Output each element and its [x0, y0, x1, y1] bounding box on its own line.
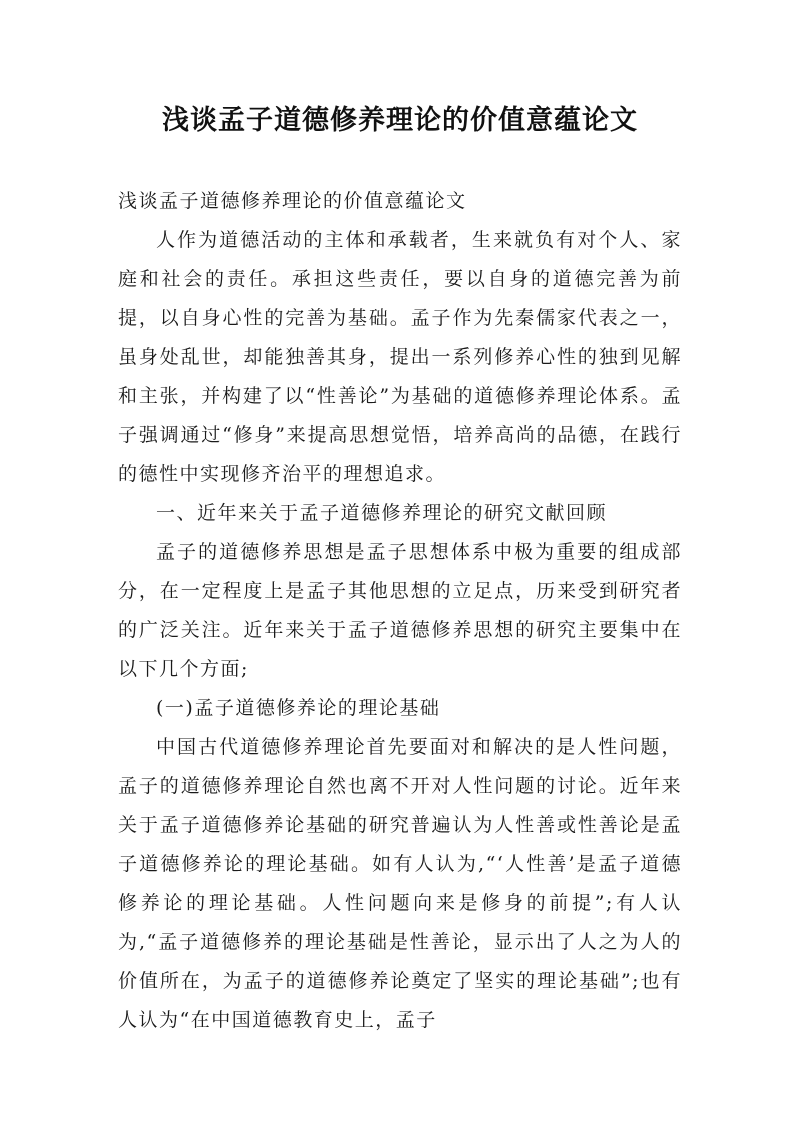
- paragraph: 人作为道德活动的主体和承载者，生来就负有对个人、家庭和社会的责任。承担这些责任，要以自身的道德完善为前提，以自身心性的完善为基础。孟子作为先秦儒家代表之一，虽身处乱世，却能独善其身，提出一系列修养心性的独到见解和主张，并构建了以“性善论”为基础的道德修养理论体系。孟子强调通过“修身”来提高思想觉悟，培养高尚的品德，在践行的德性中实现修齐治平的理想追求。: [118, 229, 682, 485]
- document-body: [118, 182, 682, 1040]
- document-subtitle: 浅谈孟子道德修养理论的价值意蕴论文: [118, 190, 467, 212]
- document-title: 浅谈孟子道德修养理论的价值意蕴论文: [162, 105, 638, 136]
- subsection-heading: (一)孟子道德修养论的理论基础: [156, 697, 441, 719]
- paragraph: 中国古代道德修养理论首先要面对和解决的是人性问题，孟子的道德修养理论自然也离不开对人性问题的讨论。近年来关于孟子道德修养论基础的研究普遍认为人性善或性善论是孟子道德修养论的理论基础。如有人认为,“‘人性善’是孟子道德修养论的理论基础。人性问题向来是修身的前提”;有人认为,“孟子道德修养的理论基础是性善论，显示出了人之为人的价值所在，为孟子的道德修养论奠定了坚实的理论基础”;也有人认为“在中国道德教育史上，孟子: [118, 736, 682, 1031]
- section-heading: 一、近年来关于孟子道德修养理论的研究文献回顾: [156, 502, 608, 524]
- paragraph: 孟子的道德修养思想是孟子思想体系中极为重要的组成部分，在一定程度上是孟子其他思想的立足点，历来受到研究者的广泛关注。近年来关于孟子道德修养思想的研究主要集中在以下几个方面;: [118, 541, 682, 680]
